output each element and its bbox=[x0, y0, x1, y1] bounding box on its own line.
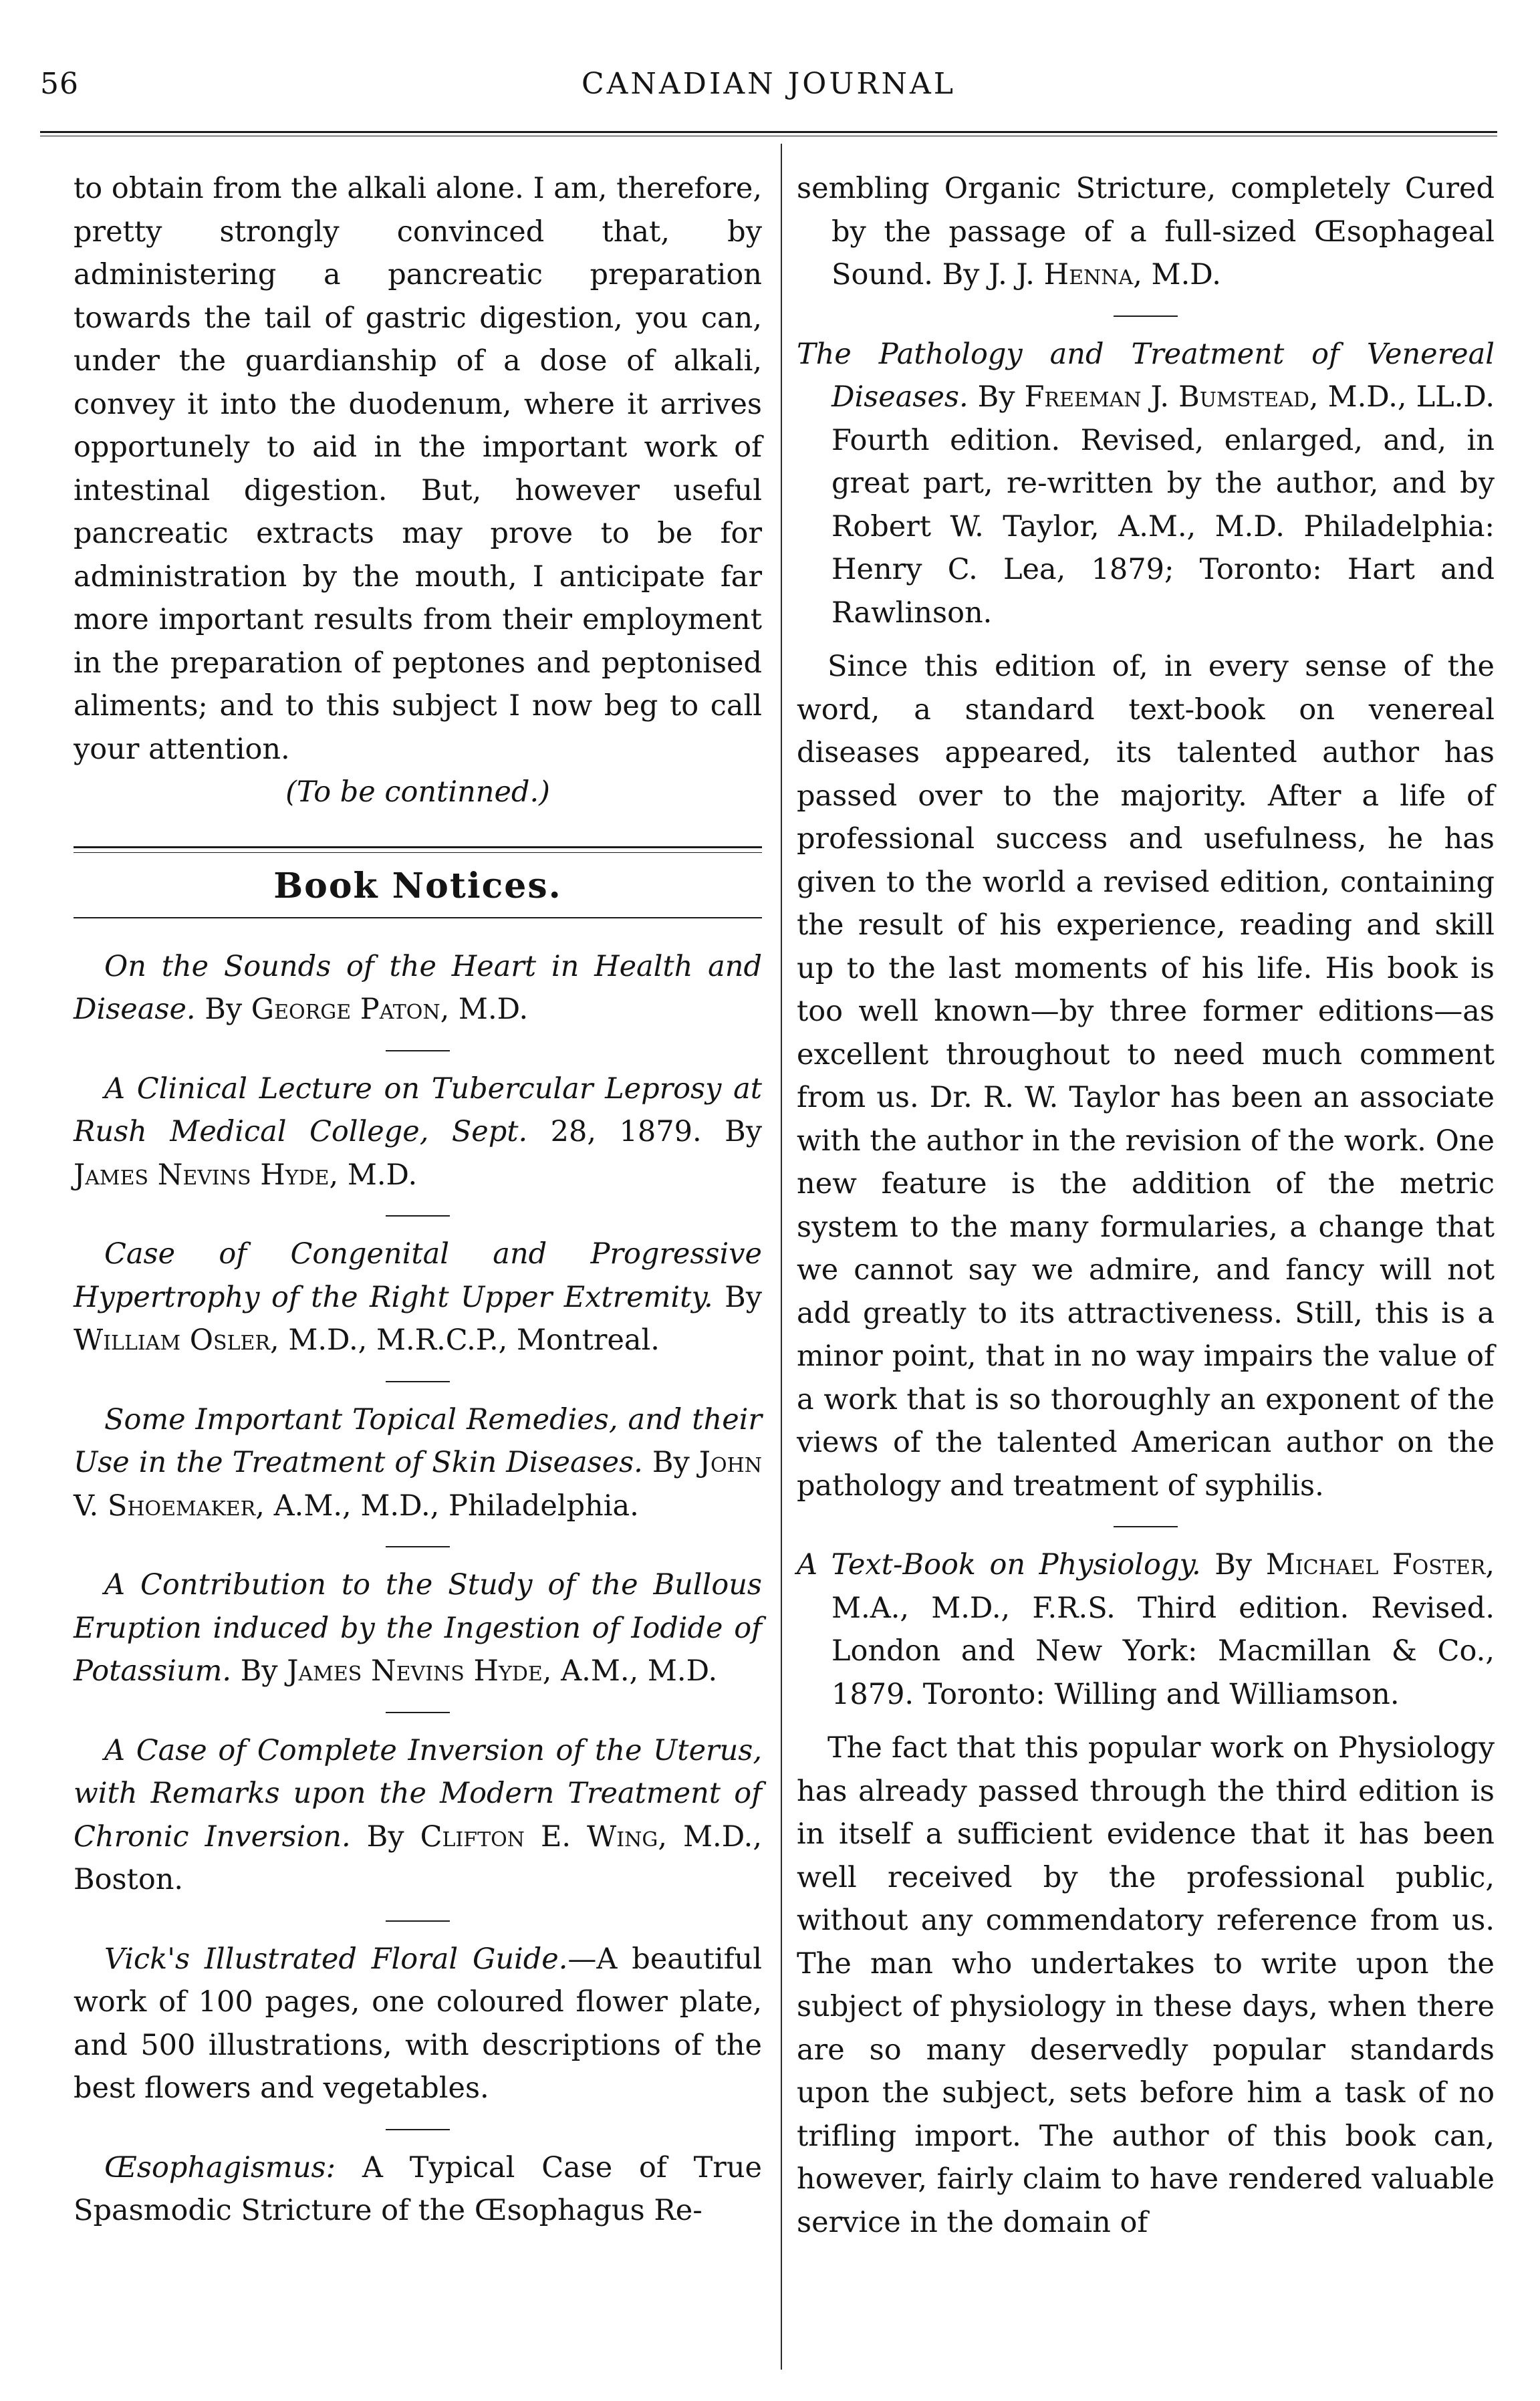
book-entry: A Clinical Lecture on Tubercular Leprosy at Rush Medical College, Sept. 28, 1879. By James Nevins Hyde, M.D. bbox=[74, 1071, 762, 1192]
page-header bbox=[40, 67, 1497, 120]
short-rule bbox=[1114, 315, 1178, 317]
book-entry: The Pathology and Treatment of Venereal Diseases. By Freeman J. Bumstead, M.D., LL.D. Fourth edition. Revised, enlarged, and, in great part, re-written by the author, and by Robert W. Taylor, A.M., M.D. Philadelphia: Henry C. Lea, 1879; Toronto: Hart and Rawlinson. bbox=[797, 337, 1495, 630]
section-heading: Book Notices. bbox=[273, 865, 562, 906]
book-title: Some Important Topical Remedies, and their Use in the Treatment of Skin Diseases. bbox=[74, 1402, 762, 1479]
book-title: A Text-Book on Physiology. bbox=[797, 1548, 1201, 1582]
continued-paragraph: to obtain from the alkali alone. I am, therefore, pretty strongly convinced that, by administering a pancreatic preparation towards the tail of gastric digestion, you can, under the guardianship of a dose of alkali, convey it into the duodenum, where it arrives opportunely to aid in the important work of intestinal digestion. But, however useful pancreatic extracts may prove to be for administration by the mouth, I anticipate far more important results from their employment in the preparation of peptones and peptonised aliments; and to this subject I now beg to call your attention. bbox=[74, 172, 762, 766]
column-divider bbox=[781, 144, 782, 2370]
book-description: A Typical Case of True Spasmodic Stricture of the Œsophagus Re- bbox=[74, 2150, 762, 2227]
book-title: The Pathology and Treatment of Venereal Diseases. bbox=[797, 337, 1495, 414]
short-rule bbox=[386, 1920, 450, 1922]
section-rule-top-thin bbox=[74, 852, 762, 853]
right-column bbox=[797, 167, 1495, 2244]
book-title: On the Sounds of the Heart in Health and Disease. bbox=[74, 949, 762, 1026]
book-review: Since this edition of, in every sense of the word, a standard text-book on venereal diseases appeared, its talented author has passed over to the majority. After a life of professional success and usefulness, he has given to the world a revised edition, containing the result of his experience, reading and skill up to the last moments of his life. His book is too well known—by three former editions—as excellent throughout to need much comment from us. Dr. R. W. Taylor has been an associate with the author in the revision of the work. One new feature is the addition of the metric system to the many formularies, a change that we cannot say we admire, and fancy will not add greatly to its attractiveness. Still, this is a minor point, that in no way impairs the value of a work that is so thoroughly an exponent of the views of the talented American author on the pathology and treatment of syphilis. bbox=[797, 650, 1495, 1503]
page-number: 56 bbox=[40, 67, 79, 101]
book-entry: Case of Congenital and Progressive Hypertrophy of the Right Upper Extremity. By William Osler, M.D., M.R.C.P., Montreal. bbox=[74, 1237, 762, 1357]
book-author: J. J. Henna bbox=[989, 258, 1134, 291]
book-entry bbox=[74, 2146, 762, 2233]
book-entry: A Contribution to the Study of the Bullous Eruption induced by the Ingestion of Iodide of Potassium. By James Nevins Hyde, A.M., M.D. bbox=[74, 1568, 762, 1688]
book-title: A Contribution to the Study of the Bullous Eruption induced by the Ingestion of Iodide of Potassium. bbox=[74, 1568, 762, 1688]
book-title: A Clinical Lecture on Tubercular Leprosy at Rush Medical College, Sept. bbox=[74, 1071, 762, 1148]
book-entry bbox=[74, 1938, 762, 2110]
book-author: John V. Shoemaker bbox=[74, 1446, 762, 1523]
to-be-continued: (To be continned.) bbox=[285, 775, 550, 809]
book-entry: A Text-Book on Physiology. By Michael Foster, M.A., M.D., F.R.S. Third edition. Revised. London and New York: Macmillan & Co., 1879. Toronto: Willing and Williamson. bbox=[797, 1548, 1495, 1711]
book-author: George Paton bbox=[251, 993, 440, 1026]
short-rule bbox=[386, 1546, 450, 1547]
short-rule bbox=[1114, 1526, 1178, 1527]
book-entry-continued: sembling Organic Stricture, completely Cured by the passage of a full-sized Œsophageal Sound. By J. J. Henna, M.D. bbox=[797, 172, 1495, 291]
book-author: William Osler bbox=[74, 1323, 271, 1357]
short-rule bbox=[386, 1381, 450, 1382]
book-title: Case of Congenital and Progressive Hypertrophy of the Right Upper Extremity. bbox=[74, 1237, 762, 1314]
book-title: A Case of Complete Inversion of the Uterus, with Remarks upon the Modern Treatment of Chronic Inversion. bbox=[74, 1733, 762, 1854]
book-author: Freeman J. Bumstead bbox=[1024, 380, 1309, 414]
book-author: James Nevins Hyde bbox=[74, 1158, 330, 1192]
short-rule bbox=[386, 1050, 450, 1051]
book-author: Clifton E. Wing bbox=[420, 1819, 658, 1854]
book-entry: A Case of Complete Inversion of the Uterus, with Remarks upon the Modern Treatment of Chronic Inversion. By Clifton E. Wing, M.D., Boston. bbox=[74, 1733, 762, 1896]
book-entry: On the Sounds of the Heart in Health and Disease. By George Paton, M.D. bbox=[74, 949, 762, 1026]
short-rule bbox=[386, 1712, 450, 1713]
book-author: James Nevins Hyde bbox=[287, 1654, 543, 1688]
book-title: Vick's Illustrated Floral Guide. bbox=[104, 1942, 568, 1976]
section-rule-top bbox=[74, 846, 762, 848]
left-column bbox=[74, 167, 762, 2233]
running-head: CANADIAN JOURNAL bbox=[581, 67, 956, 101]
header-rule bbox=[40, 131, 1497, 133]
section-rule-bottom bbox=[74, 917, 762, 918]
book-entry: Some Important Topical Remedies, and their Use in the Treatment of Skin Diseases. By John V. Shoemaker, A.M., M.D., Philadelphia. bbox=[74, 1402, 762, 1523]
book-title: Œsophagismus: bbox=[104, 2150, 336, 2184]
short-rule bbox=[386, 2129, 450, 2130]
book-review: The fact that this popular work on Physiology has already passed through the third edition is in itself a sufficient evidence that it has been well received by the professional public, without any commendatory reference from us. The man who undertakes to write upon the subject of physiology in these days, when there are so many deservedly popular standards upon the subject, sets before him a task of no trifling import. The author of this book can, however, fairly claim to have rendered valuable service in the domain of bbox=[797, 1731, 1495, 2239]
book-description: —A beautiful work of 100 pages, one coloured flower plate, and 500 illustrations, with descriptions of the best flowers and vegetables. bbox=[74, 1942, 763, 2105]
short-rule bbox=[386, 1215, 450, 1217]
book-author: Michael Foster bbox=[1265, 1548, 1486, 1582]
